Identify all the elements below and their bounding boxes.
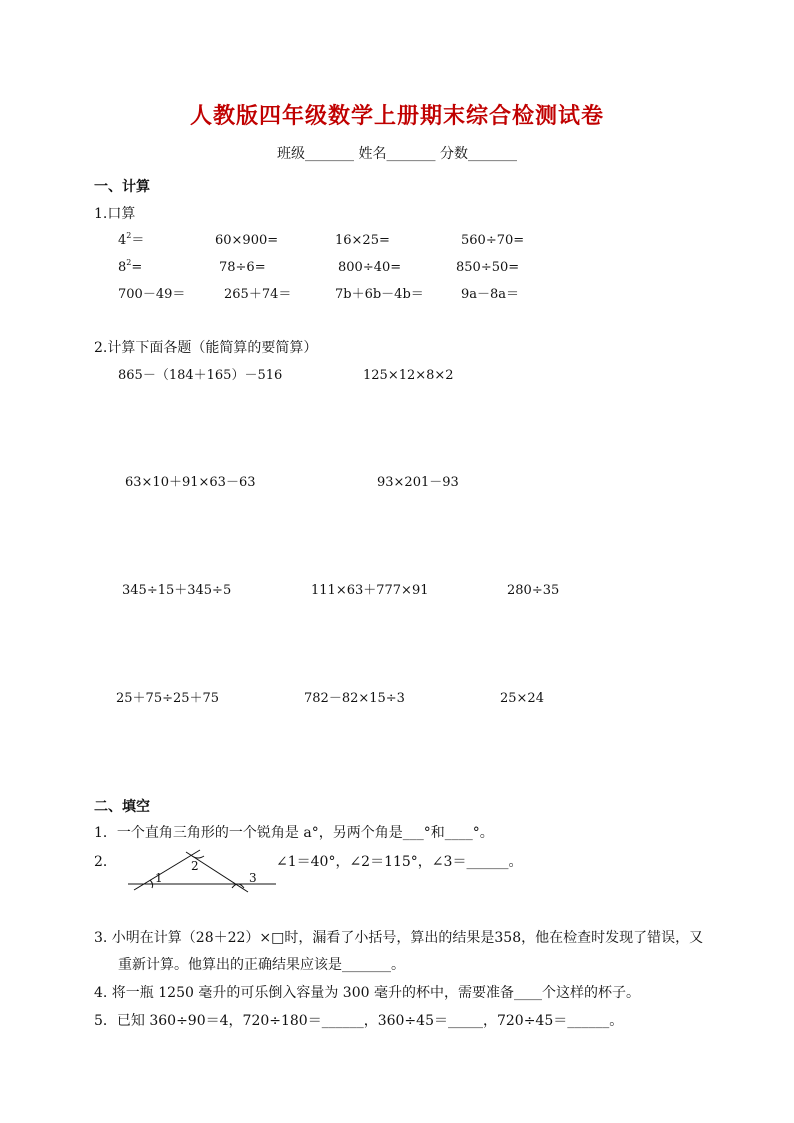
calc-item: 93×201－93 bbox=[377, 475, 459, 490]
oral-item: 60×900= bbox=[215, 233, 279, 248]
section2-heading: 二、填空 bbox=[94, 799, 150, 815]
oral-item: $4^2=$ bbox=[118, 231, 145, 248]
oral-item: 78÷6= bbox=[219, 260, 266, 275]
oral-item: 700－49＝ bbox=[118, 287, 186, 302]
q2-label: 2.计算下面各题（能简算的要简算） bbox=[94, 340, 318, 356]
page-title: 人教版四年级数学上册期末综合检测试卷 bbox=[189, 104, 604, 129]
student-info-line: 班级_______ 姓名_______ 分数_______ bbox=[277, 146, 517, 162]
calc-item: 125×12×8×2 bbox=[363, 368, 454, 383]
oral-item: 850÷50= bbox=[456, 260, 520, 275]
oral-item: 16×25= bbox=[335, 233, 390, 248]
calc-item: 865－（184＋165）－516 bbox=[118, 368, 283, 383]
figure-label-1: 1 bbox=[155, 871, 163, 885]
figure-label-3: 3 bbox=[249, 871, 257, 885]
calc-item: 782－82×15÷3 bbox=[304, 691, 405, 706]
fill-item: 重新计算。他算出的正确结果应该是_______。 bbox=[118, 957, 405, 973]
fill-item: 5．已知 360÷90＝4，720÷180＝______，360÷45＝_____，720÷45＝______。 bbox=[94, 1013, 624, 1029]
triangle-figure bbox=[126, 844, 296, 894]
fill-item: 1．一个直角三角形的一个锐角是 a°，另两个角是___°和____°。 bbox=[94, 825, 494, 841]
oral-item: 7b＋6b－4b＝ bbox=[335, 287, 424, 302]
oral-item: 265＋74＝ bbox=[224, 287, 292, 302]
calc-item: 111×63＋777×91 bbox=[311, 583, 429, 598]
figure-label-2: 2 bbox=[191, 859, 199, 873]
oral-item: $8^2=$ bbox=[118, 258, 143, 275]
oral-item: 800÷40= bbox=[338, 260, 402, 275]
fill-item: ∠1＝40°，∠2＝115°，∠3＝______。 bbox=[276, 854, 523, 870]
calc-item: 280÷35 bbox=[507, 583, 560, 598]
calc-item: 345÷15＋345÷5 bbox=[122, 583, 232, 598]
oral-item: 9a－8a＝ bbox=[461, 287, 520, 302]
fill-item: 3. 小明在计算（28＋22）×□时，漏看了小括号，算出的结果是358，他在检查时发现了错误，又 bbox=[94, 930, 704, 946]
q1-label: 1.口算 bbox=[94, 206, 136, 222]
calc-item: 63×10＋91×63－63 bbox=[125, 475, 256, 490]
section1-heading: 一、计算 bbox=[94, 179, 150, 195]
calc-item: 25×24 bbox=[500, 691, 544, 706]
fill-item: 2． bbox=[94, 854, 117, 870]
calc-item: 25＋75÷25＋75 bbox=[116, 691, 220, 706]
fill-item: 4. 将一瓶 1250 毫升的可乐倒入容量为 300 毫升的杯中，需要准备____个这样的杯子。 bbox=[94, 985, 640, 1001]
oral-item: 560÷70= bbox=[461, 233, 525, 248]
